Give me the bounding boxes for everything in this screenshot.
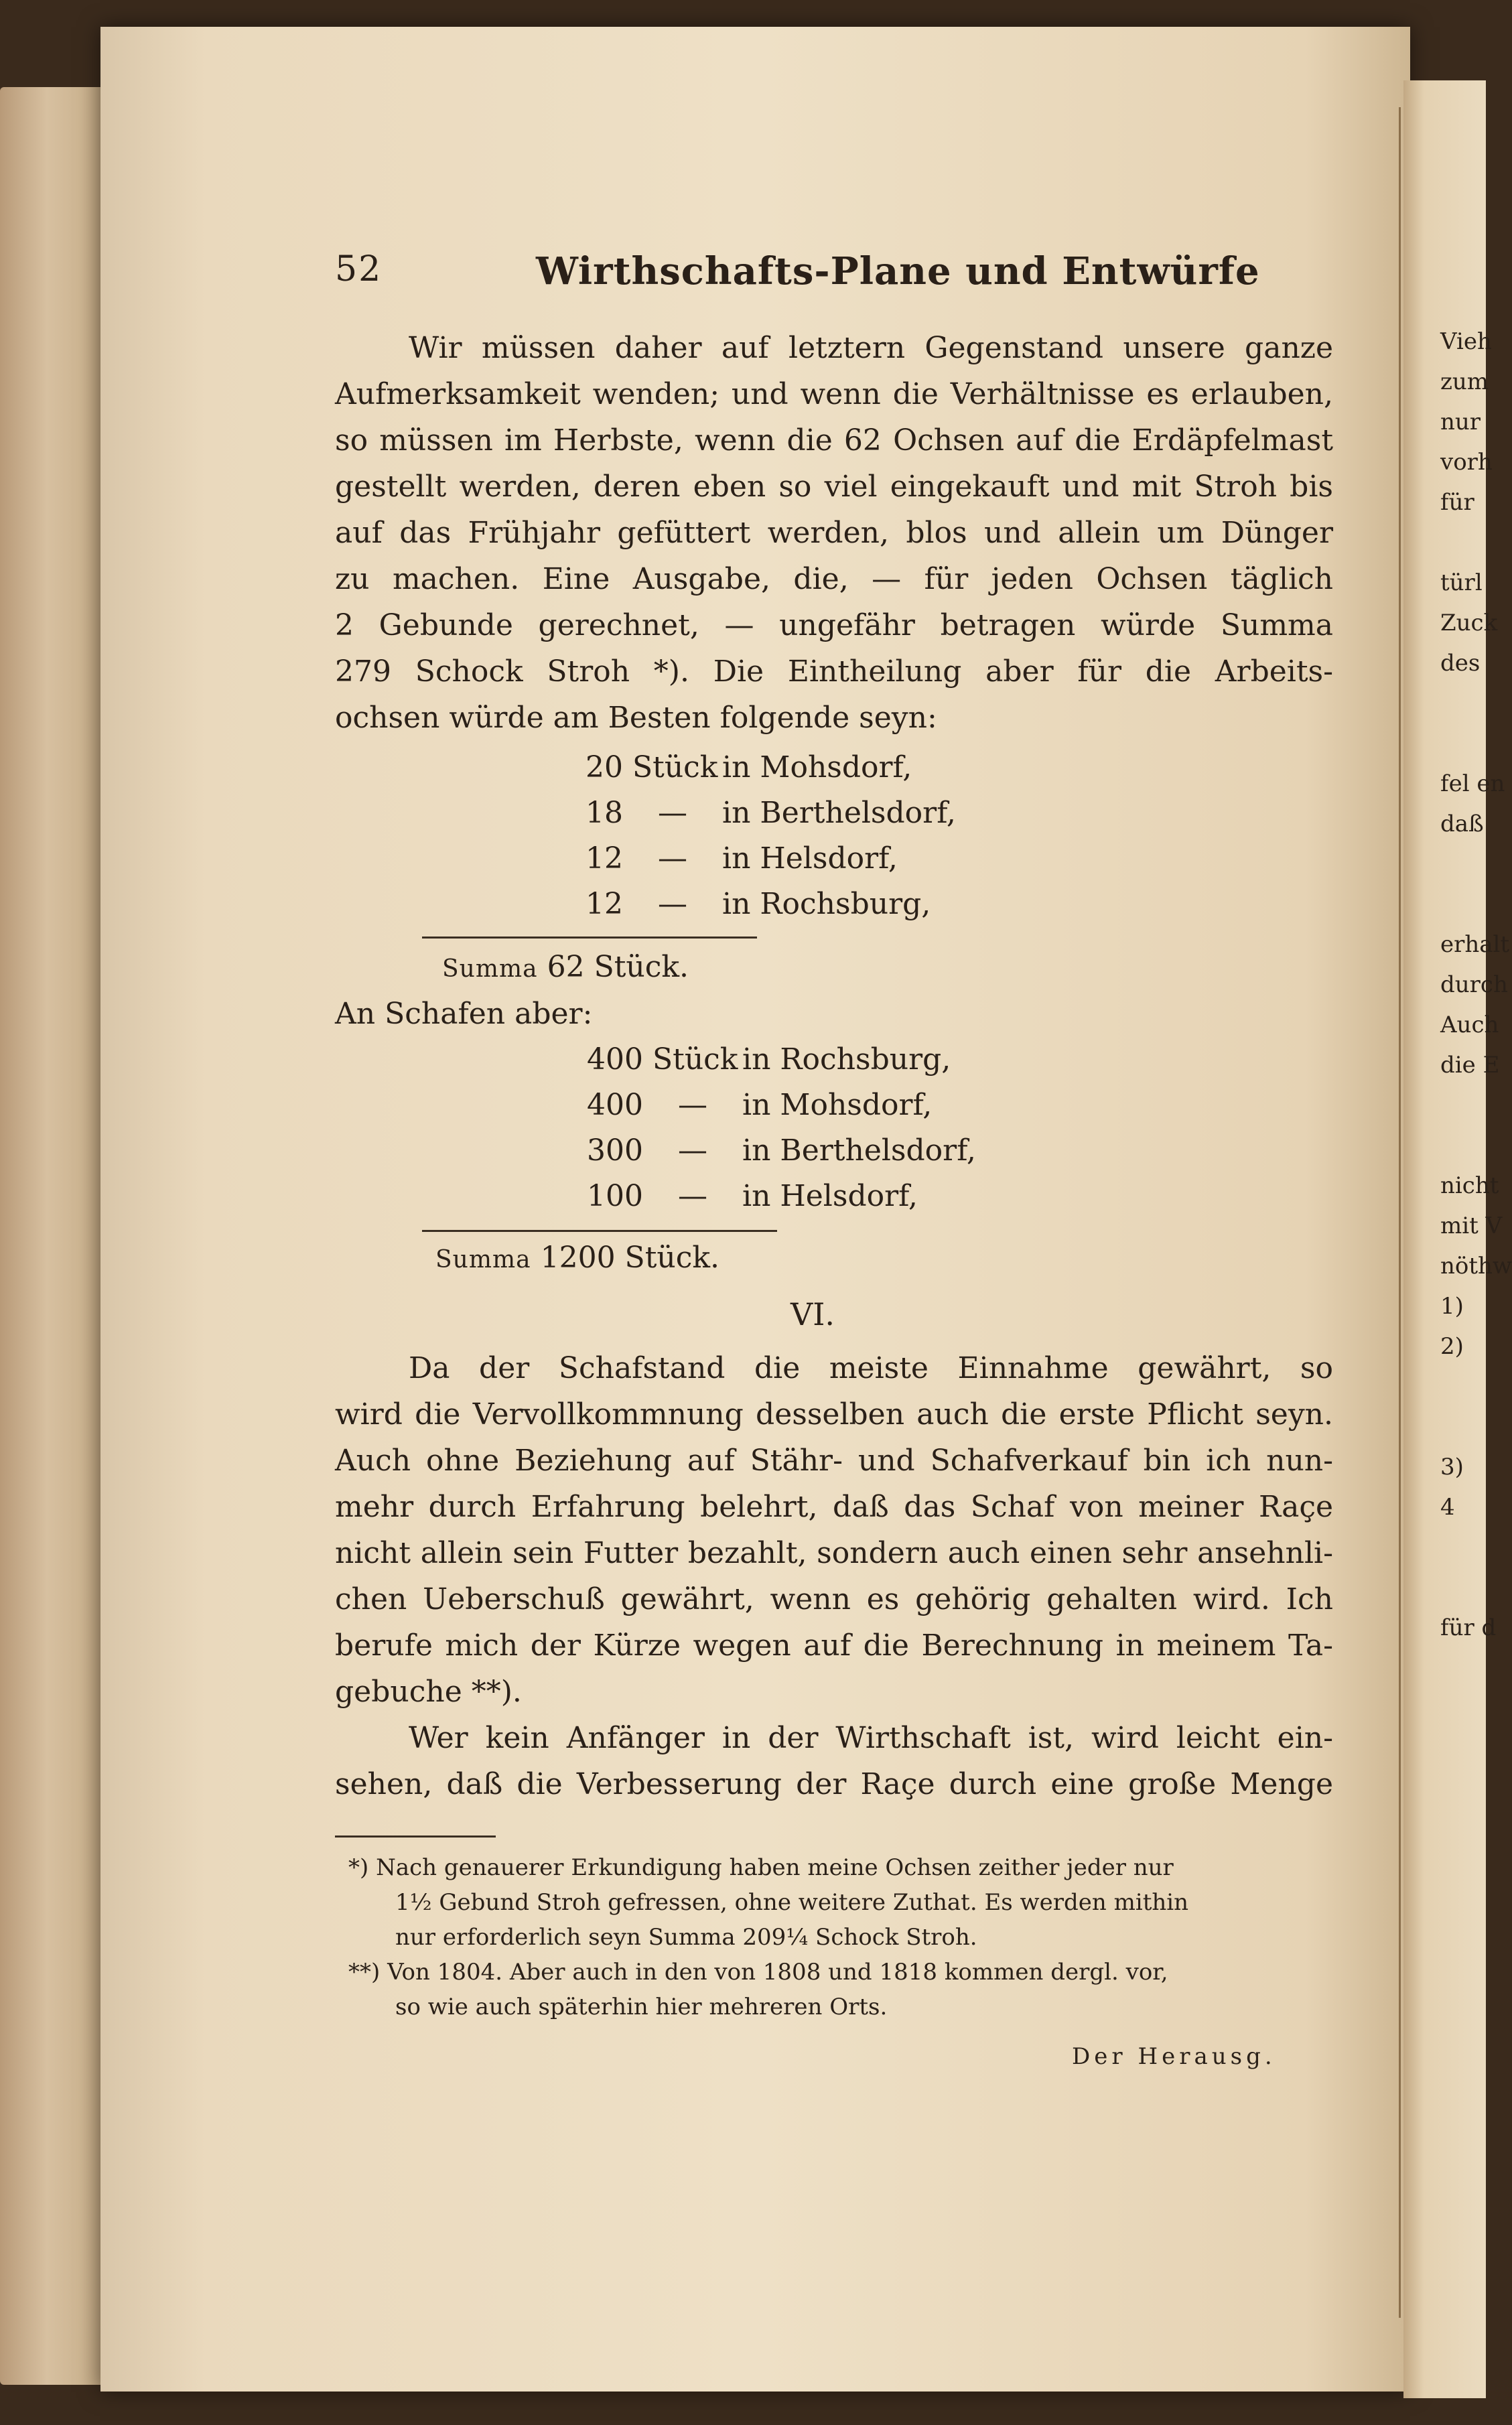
sheep-count: 300 <box>587 1133 643 1168</box>
oxen-unit: Stück <box>632 750 718 784</box>
sheep-location: in Helsdorf, <box>742 1179 918 1213</box>
margin-fragment: zum <box>1440 368 1489 395</box>
sheep-row <box>583 1088 932 1122</box>
margin-fragment <box>1440 683 1487 723</box>
oxen-row <box>563 841 898 876</box>
sheep-unit: Stück <box>652 1042 738 1077</box>
text-line: auf das Frühjahr gefüttert werden, blos und allein um Dünger <box>335 516 1333 550</box>
text-line: nicht allein sein Futter bezahlt, sondern auch einen sehr ansehnli- <box>335 1536 1333 1570</box>
sheep-intro: An Schafen aber: <box>335 997 593 1031</box>
margin-fragment: Auch <box>1440 1012 1499 1038</box>
margin-fragment: nöthw <box>1440 1253 1512 1279</box>
paragraph-2 <box>335 1345 1333 1715</box>
sheep-sum-rule <box>422 1230 777 1232</box>
margin-fragment: für d <box>1440 1614 1497 1641</box>
footnotes <box>348 1850 1326 2024</box>
oxen-location: in Berthelsdorf, <box>722 796 956 830</box>
paragraph-1 <box>335 325 1333 741</box>
margin-fragment: fel en <box>1440 770 1505 797</box>
text-line: ochsen würde am Besten folgende seyn: <box>335 701 937 735</box>
oxen-count: 12 <box>586 887 623 921</box>
text-line: Wer kein Anfänger in der Wirthschaft ist, wird leicht ein- <box>409 1721 1333 1755</box>
oxen-unit: — <box>658 841 687 876</box>
margin-fragment <box>1440 884 1487 924</box>
sheep-sum <box>435 1241 719 1275</box>
text-line: Da der Schafstand die meiste Einnahme gewährt, so <box>409 1351 1333 1385</box>
margin-fragment <box>1440 844 1487 884</box>
footnote-mark: *) <box>348 1854 369 1881</box>
footnote-line <box>348 1955 1326 1990</box>
margin-fragment: daß <box>1440 811 1484 837</box>
text-line: zu machen. Eine Ausgabe, die, — für jeden Ochsen täglich <box>335 562 1333 596</box>
margin-fragment <box>1440 1568 1487 1608</box>
sum-label: Summa <box>442 955 538 983</box>
sheep-location: in Berthelsdorf, <box>742 1133 976 1168</box>
text-line: 279 Schock Stroh *). Die Eintheilung aber für die Arbeits- <box>335 654 1333 689</box>
sum-label: Summa <box>435 1246 531 1273</box>
margin-fragment: mit V <box>1440 1212 1503 1239</box>
oxen-location: in Rochsburg, <box>722 887 931 921</box>
text-line: wird die Vervollkommnung desselben auch die erste Pflicht seyn. <box>335 1397 1333 1432</box>
margin-fragment <box>1440 1125 1487 1166</box>
text-line: mehr durch Erfahrung belehrt, daß das Schaf von meiner Raçe <box>335 1490 1333 1524</box>
sheep-location: in Rochsburg, <box>742 1042 951 1077</box>
text-line: gebuche **). <box>335 1675 522 1709</box>
margin-fragment <box>1440 1527 1487 1568</box>
oxen-sum <box>442 950 689 984</box>
margin-fragment <box>1440 1367 1487 1407</box>
running-head: Wirthschafts-Plane und Entwürfe <box>536 249 1260 293</box>
margin-fragment: nur <box>1440 409 1481 435</box>
margin-fragment <box>1440 723 1487 764</box>
editor-signature: Der Herausg. <box>1072 2043 1276 2070</box>
text-line: 2 Gebunde gerechnet, — ungefähr betragen würde Summa <box>335 608 1333 642</box>
section-title: VI. <box>791 1296 835 1332</box>
sum-value: 1200 Stück. <box>540 1241 720 1275</box>
sheep-unit: — <box>678 1179 707 1213</box>
margin-fragment: nicht <box>1440 1172 1499 1199</box>
oxen-location: in Helsdorf, <box>722 841 898 876</box>
margin-fragment: Zuck <box>1440 610 1498 636</box>
text-line: Auch ohne Beziehung auf Stähr- und Schafverkauf bin ich nun- <box>335 1444 1333 1478</box>
oxen-row <box>563 750 912 784</box>
text-line: Wir müssen daher auf letztern Gegenstand unsere ganze <box>409 331 1333 365</box>
margin-fragment: erhalt <box>1440 931 1510 958</box>
footnote-text: Von 1804. Aber auch in den von 1808 und 1818 kommen dergl. vor, <box>387 1959 1168 1986</box>
oxen-count: 18 <box>586 796 623 830</box>
sheep-count: 400 <box>587 1042 643 1077</box>
oxen-count: 20 <box>586 750 623 784</box>
margin-fragment: 4 <box>1440 1494 1455 1521</box>
oxen-row <box>563 887 931 921</box>
sheep-location: in Mohsdorf, <box>742 1088 933 1122</box>
facing-page-fragments <box>1440 322 1512 1648</box>
margin-fragment <box>1440 1407 1487 1447</box>
text-line: gestellt werden, deren eben so viel eingekauft und mit Stroh bis <box>335 470 1333 504</box>
footnote-mark: **) <box>348 1959 381 1986</box>
text-line: Aufmerksamkeit wenden; und wenn die Verhältnisse es erlauben, <box>335 377 1333 411</box>
margin-fragment: Vieh <box>1440 328 1492 355</box>
margin-fragment: des <box>1440 650 1481 677</box>
footnote-text: so wie auch späterhin hier mehreren Orts. <box>395 1994 888 2020</box>
margin-fragment: durch <box>1440 971 1508 998</box>
page-number: 52 <box>335 249 383 289</box>
oxen-row <box>563 796 956 830</box>
margin-fragment: 2) <box>1440 1333 1464 1360</box>
margin-fragment: türl <box>1440 569 1483 596</box>
page-header <box>335 249 1373 303</box>
sheep-count: 100 <box>587 1179 643 1213</box>
margin-fragment: die E <box>1440 1052 1500 1079</box>
footnote-text: Nach genauerer Erkundigung haben meine Ochsen zeither jeder nur <box>376 1854 1174 1881</box>
text-line: berufe mich der Kürze wegen auf die Berechnung in meinem Ta- <box>335 1629 1333 1663</box>
margin-fragment <box>1440 523 1487 563</box>
text-line: sehen, daß die Verbesserung der Raçe durch eine große Menge <box>335 1767 1333 1801</box>
sheep-row <box>583 1133 976 1168</box>
margin-fragment: 3) <box>1440 1454 1464 1480</box>
margin-fragment: 1) <box>1440 1293 1464 1320</box>
footnote-text: 1½ Gebund Stroh gefressen, ohne weitere Zuthat. Es werden mithin <box>395 1889 1189 1916</box>
gutter-line <box>1399 107 1401 2318</box>
oxen-unit: — <box>658 796 687 830</box>
paragraph-3 <box>335 1715 1333 1807</box>
oxen-count: 12 <box>586 841 623 876</box>
footnote-rule <box>335 1835 496 1838</box>
margin-fragment: für <box>1440 489 1474 516</box>
sum-value: 62 Stück. <box>547 950 689 984</box>
oxen-unit: — <box>658 887 687 921</box>
footnote-line <box>348 1850 1326 1885</box>
sheep-row <box>583 1179 918 1213</box>
sheep-row <box>583 1042 951 1077</box>
sheep-unit: — <box>678 1133 707 1168</box>
margin-fragment: vorh <box>1440 449 1493 476</box>
text-line: chen Ueberschuß gewährt, wenn es gehörig gehalten wird. Ich <box>335 1582 1333 1616</box>
text-line: so müssen im Herbste, wenn die 62 Ochsen auf die Erdäpfelmast <box>335 423 1333 458</box>
oxen-location: in Mohsdorf, <box>722 750 912 784</box>
margin-fragment <box>1440 1085 1487 1125</box>
oxen-sum-rule <box>422 937 757 939</box>
sheep-unit: — <box>678 1088 707 1122</box>
footnote-text: nur erforderlich seyn Summa 209¼ Schock Stroh. <box>395 1924 977 1951</box>
sheep-count: 400 <box>587 1088 643 1122</box>
